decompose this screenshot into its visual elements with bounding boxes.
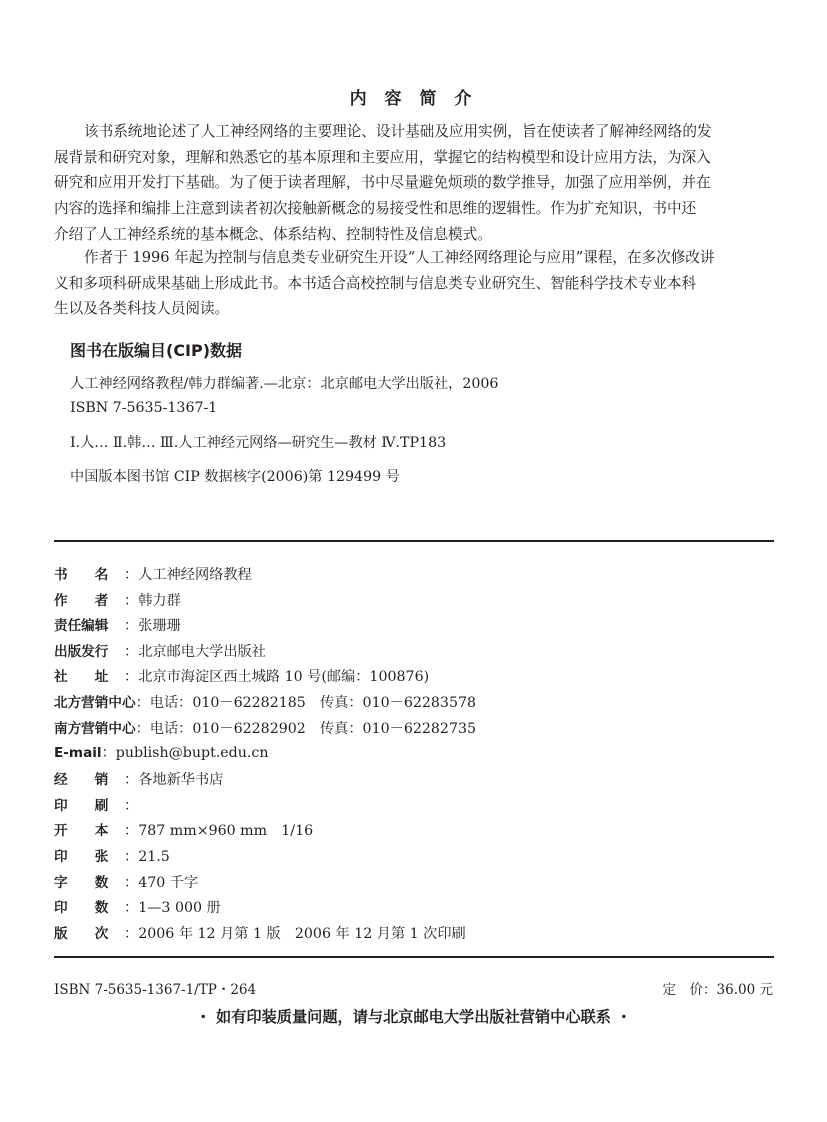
summary-p1-line: 展背景和研究对象，理解和熟悉它的基本原理和主要应用，掌握它的结构模型和设计应用方法，为深入 xyxy=(54,148,711,166)
summary-p1-line: 该书系统地论述了人工神经网络的主要理论、设计基础及应用实例，旨在使读者了解神经网络的发 xyxy=(84,123,712,140)
info-row-author: 作 者 ：韩力群 xyxy=(54,589,181,609)
info-label: 印 数 xyxy=(54,900,109,916)
info-value: 张珊珊 xyxy=(138,618,181,634)
info-value: 电话：010－62282185 传真：010－62283578 xyxy=(149,695,477,711)
cip-isbn-line: ISBN 7-5635-1367-1 xyxy=(70,400,218,416)
info-label: 版 次 xyxy=(54,926,109,942)
info-label: 出版发行 xyxy=(54,644,109,660)
info-label: 南方营销中心 xyxy=(54,721,136,737)
summary-p2-line: 义和多项科研成果基础上形成此书。本书适合高校控制与信息类专业研究生、智能科学技术专业本科 xyxy=(54,274,697,292)
cip-title-line: 人工神经网络教程/韩力群编著.—北京：北京邮电大学出版社，2006 xyxy=(70,376,499,392)
summary-title: 内 容 简 介 xyxy=(349,89,478,109)
price: 定 价：36.00 元 xyxy=(662,982,773,998)
info-label: 印 刷 xyxy=(54,798,109,814)
info-row-publisher: 出版发行 ：北京邮电大学出版社 xyxy=(54,640,266,660)
info-value: 人工神经网络教程 xyxy=(138,567,252,583)
info-label: 社 址 xyxy=(54,669,109,685)
info-value: 北京邮电大学出版社 xyxy=(138,644,266,660)
info-label: 北方营销中心 xyxy=(54,695,136,711)
cip-record-number-line: 中国版本图书馆 CIP 数据核字(2006)第 129499 号 xyxy=(70,469,400,485)
cip-heading: 图书在版编目(CIP)数据 xyxy=(70,341,243,360)
info-row-editor: 责任编辑 ：张珊珊 xyxy=(54,614,181,634)
info-label: 作 者 xyxy=(54,593,109,609)
info-row-word-count: 字 数 ：470 千字 xyxy=(54,871,198,891)
summary-p1-line: 内容的选择和编排上注意到读者初次接触新概念的易接受性和思维的逻辑性。作为扩充知识，书中还 xyxy=(54,200,697,218)
footer-isbn: ISBN 7-5635-1367-1/TP・264 xyxy=(54,982,257,998)
summary-p2-line: 作者于 1996 年起为控制与信息类专业研究生开设“人工神经网络理论与应用”课程，在多次修改讲 xyxy=(84,249,715,266)
summary-p2-line: 生以及各类科技人员阅读。 xyxy=(54,300,230,318)
info-row-print-run: 印 数 ：1—3 000 册 xyxy=(54,896,221,916)
bottom-divider xyxy=(54,956,774,958)
info-value: 1—3 000 册 xyxy=(138,900,221,916)
info-label: 印 张 xyxy=(54,849,109,865)
info-value: 2006 年 12 月第 1 版 2006 年 12 月第 1 次印刷 xyxy=(138,926,466,942)
cip-classification-line: Ⅰ.人… Ⅱ.韩… Ⅲ.人工神经元网络—研究生—教材 Ⅳ.TP183 xyxy=(70,435,447,451)
summary-paragraph-2 xyxy=(54,245,774,322)
info-label: 责任编辑 xyxy=(54,618,109,634)
info-label: 经 销 xyxy=(54,772,109,788)
info-row-south-sales: 南方营销中心：电话：010－62282902 传真：010－62282735 xyxy=(54,721,477,737)
info-label: 开 本 xyxy=(54,823,109,839)
info-row-email: E-mail：publish@bupt.edu.cn xyxy=(54,745,269,761)
summary-p1-line: 介绍了人工神经系统的基本概念、体系结构、控制特性及信息模式。 xyxy=(54,225,492,243)
top-divider xyxy=(54,540,774,542)
info-label: 书 名 xyxy=(54,567,109,583)
summary-p1-line: 研究和应用开发打下基础。为了便于读者理解，书中尽量避免烦琐的数学推导，加强了应用举例，并在 xyxy=(54,174,711,192)
info-value: 电话：010－62282902 传真：010－62282735 xyxy=(149,721,477,737)
info-row-distributor: 经 销 ：各地新华书店 xyxy=(54,768,223,788)
info-value: 21.5 xyxy=(138,849,170,865)
info-row-title: 书 名 ：人工神经网络教程 xyxy=(54,563,252,583)
info-value: 787 mm×960 mm 1/16 xyxy=(138,823,314,839)
summary-paragraph-1 xyxy=(54,119,774,248)
info-value: 韩力群 xyxy=(138,593,181,609)
info-label: E-mail xyxy=(54,745,102,761)
info-value: 470 千字 xyxy=(138,875,199,891)
info-row-address: 社 址 ：北京市海淀区西土城路 10 号(邮编：100876) xyxy=(54,665,429,685)
info-row-edition: 版 次 ：2006 年 12 月第 1 版 2006 年 12 月第 1 次印刷 xyxy=(54,922,466,942)
info-row-north-sales: 北方营销中心：电话：010－62282185 传真：010－62283578 xyxy=(54,695,477,711)
info-label: 字 数 xyxy=(54,875,109,891)
info-value: 各地新华书店 xyxy=(138,772,224,788)
info-row-printer: 印 刷 ： xyxy=(54,794,138,814)
email-address: publish@bupt.edu.cn xyxy=(115,745,269,761)
info-row-sheets: 印 张 ：21.5 xyxy=(54,845,170,865)
info-value: 北京市海淀区西土城路 10 号(邮编：100876) xyxy=(138,669,430,685)
quality-notice: ・ 如有印装质量问题，请与北京邮电大学出版社营销中心联系 ・ xyxy=(195,1008,632,1026)
info-row-format: 开 本 ：787 mm×960 mm 1/16 xyxy=(54,819,313,839)
